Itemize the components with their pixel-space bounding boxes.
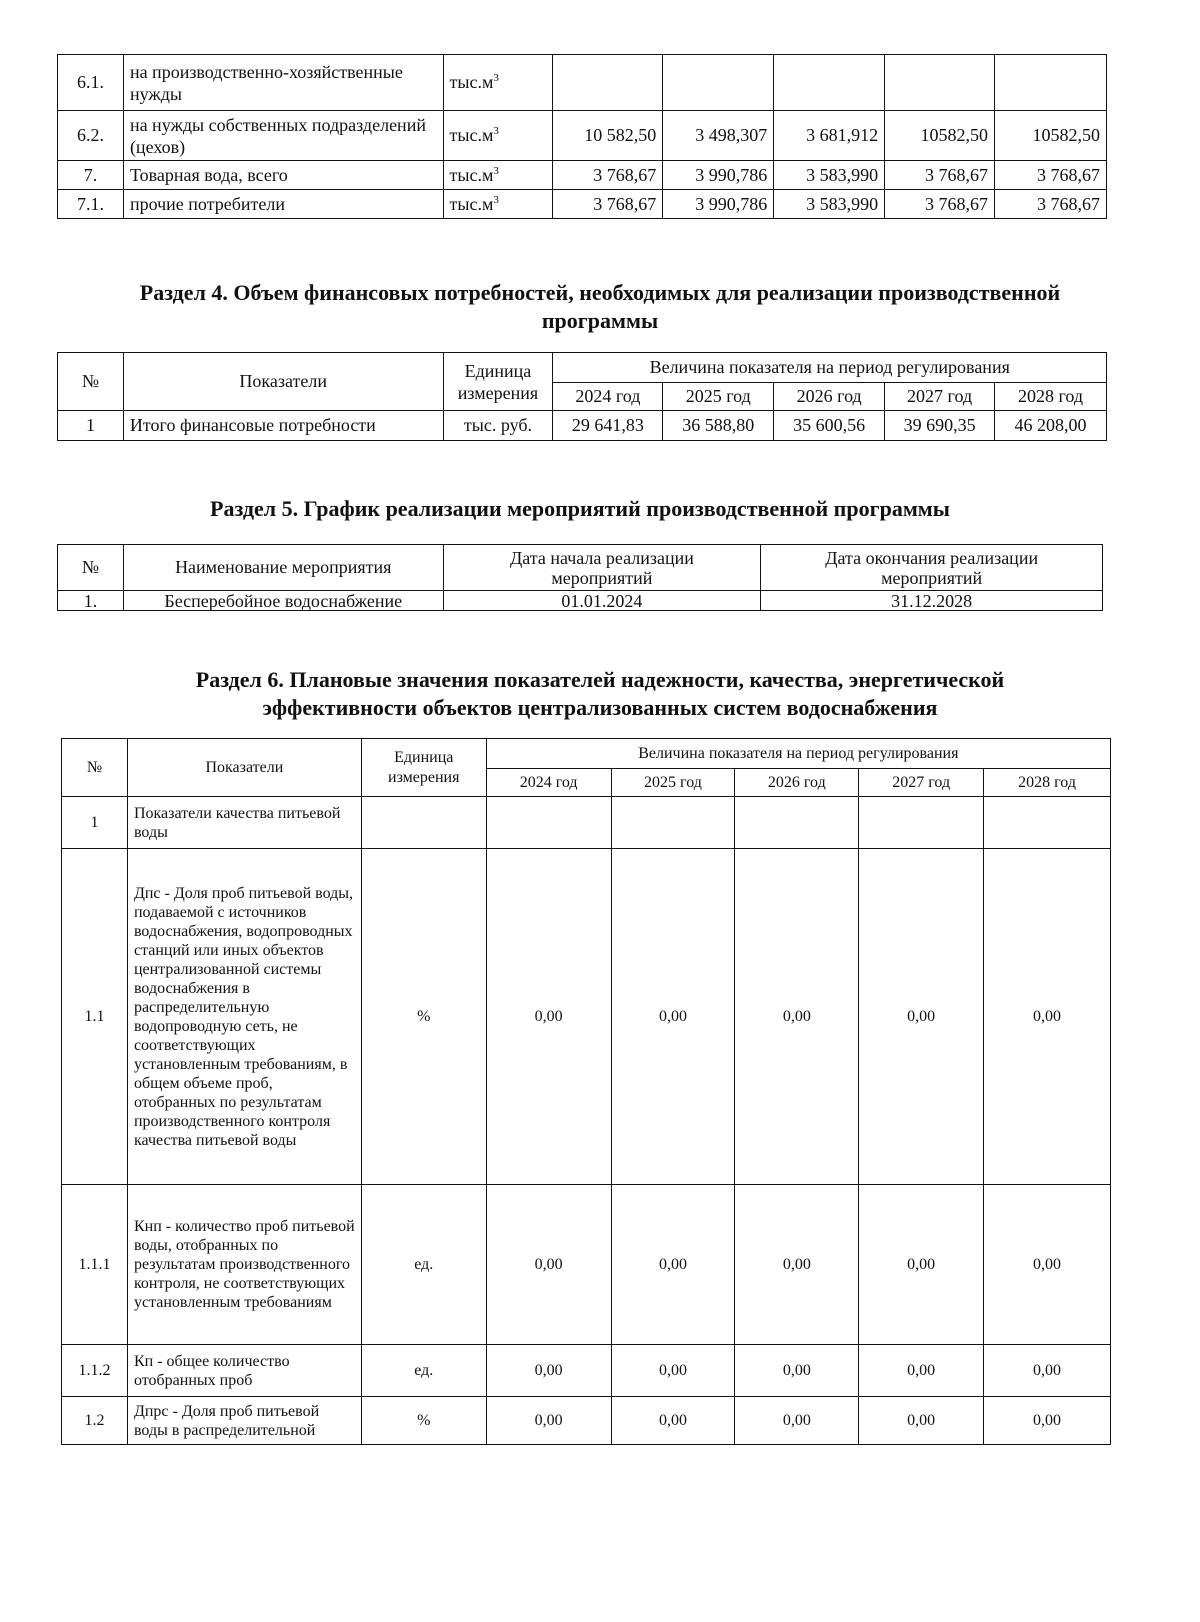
table-row <box>62 1345 1111 1397</box>
table-row <box>62 1397 1111 1445</box>
year-header: 2027 год <box>859 769 984 797</box>
value-cell: 36 588,80 <box>663 411 774 441</box>
value-cell: 29 641,83 <box>553 411 663 441</box>
row-num: 6.1. <box>58 55 124 111</box>
value-cell: 3 498,307 <box>663 111 774 161</box>
value-cell: 39 690,35 <box>885 411 995 441</box>
value-cell <box>885 55 995 111</box>
value-cell: 3 768,67 <box>995 161 1107 190</box>
value-cell: 0,00 <box>984 1185 1111 1345</box>
col-num: № <box>62 739 128 797</box>
table-row <box>58 55 1107 111</box>
value-cell: 0,00 <box>859 1185 984 1345</box>
row-num: 1 <box>62 797 128 849</box>
value-cell <box>486 797 611 849</box>
row-num: 1.1.2 <box>62 1345 128 1397</box>
value-cell: 0,00 <box>984 1397 1111 1445</box>
year-header: 2024 год <box>553 383 663 411</box>
value-cell: 0,00 <box>611 1397 735 1445</box>
value-cell: 10 582,50 <box>553 111 663 161</box>
row-name: Кп - общее количество отобранных проб <box>127 1345 361 1397</box>
value-cell: 0,00 <box>486 1345 611 1397</box>
value-cell: 0,00 <box>859 1397 984 1445</box>
row-unit: ед. <box>361 1345 486 1397</box>
row-unit: $тыс.м^3$ <box>443 111 553 161</box>
value-cell: 3 768,67 <box>885 190 995 219</box>
col-period: Величина показателя на период регулирования <box>553 353 1107 383</box>
row-unit: % <box>361 1397 486 1445</box>
col-unit: Единица измерения <box>361 739 486 797</box>
section5-title: Раздел 5. График реализации мероприятий производственной программы <box>210 496 950 521</box>
row-name: Дпрс - Доля проб питьевой воды в распределительной <box>127 1397 361 1445</box>
year-header: 2027 год <box>885 383 995 411</box>
col-num: № <box>58 545 124 591</box>
value-cell: 10582,50 <box>995 111 1107 161</box>
value-cell: 3 990,786 <box>663 190 774 219</box>
value-cell: 3 990,786 <box>663 161 774 190</box>
row-name: на производственно-хозяйственные нужды <box>123 55 443 111</box>
row-name: Кнп - количество проб питьевой воды, отобранных по результатам производственного контроля, не соответствующих установленным требованиям <box>127 1185 361 1345</box>
row-num: 1.2 <box>62 1397 128 1445</box>
row-end: 31.12.2028 <box>761 591 1103 611</box>
value-cell: 0,00 <box>984 849 1111 1185</box>
table-row <box>58 411 1107 441</box>
section6-title: Раздел 6. Плановые значения показателей надежности, качества, энергетической эффективности объектов централизованных систем водоснабжения <box>195 667 1005 720</box>
value-cell <box>735 797 859 849</box>
table-row <box>58 111 1107 161</box>
row-unit: ед. <box>361 1185 486 1345</box>
row-name: на нужды собственных подразделений (цехов) <box>123 111 443 161</box>
value-cell: 0,00 <box>611 1345 735 1397</box>
col-start: Дата начала реализации мероприятий <box>443 545 761 591</box>
row-start: 01.01.2024 <box>443 591 761 611</box>
value-cell: 46 208,00 <box>995 411 1107 441</box>
row-name: Итого финансовые потребности <box>123 411 443 441</box>
value-cell <box>995 55 1107 111</box>
value-cell: 0,00 <box>486 849 611 1185</box>
value-cell <box>663 55 774 111</box>
year-header: 2026 год <box>735 769 859 797</box>
value-cell: 0,00 <box>735 1345 859 1397</box>
table-row <box>62 797 1111 849</box>
col-name: Показатели <box>127 739 361 797</box>
header-row <box>58 353 1107 383</box>
table-row <box>58 190 1107 219</box>
value-cell: 0,00 <box>859 1345 984 1397</box>
table-row <box>62 849 1111 1185</box>
col-end: Дата окончания реализации мероприятий <box>761 545 1103 591</box>
value-cell: 3 681,912 <box>774 111 885 161</box>
row-num: 7. <box>58 161 124 190</box>
year-header: 2025 год <box>611 769 735 797</box>
value-cell: 0,00 <box>486 1397 611 1445</box>
table-row <box>58 591 1103 611</box>
indicators-table <box>61 738 1111 1445</box>
value-cell <box>984 797 1111 849</box>
year-header: 2028 год <box>995 383 1107 411</box>
value-cell: 3 768,67 <box>995 190 1107 219</box>
value-cell <box>774 55 885 111</box>
row-num: 1 <box>58 411 124 441</box>
col-name: Наименование мероприятия <box>123 545 443 591</box>
table-row <box>62 1185 1111 1345</box>
col-unit: Единица измерения <box>443 353 553 411</box>
value-cell: 0,00 <box>859 849 984 1185</box>
row-unit <box>361 797 486 849</box>
year-header: 2028 год <box>984 769 1111 797</box>
financial-needs-table <box>57 352 1107 441</box>
row-num: 1.1.1 <box>62 1185 128 1345</box>
row-num: 1.1 <box>62 849 128 1185</box>
value-cell: 3 583,990 <box>774 190 885 219</box>
value-cell: 0,00 <box>611 1185 735 1345</box>
schedule-table <box>57 544 1103 611</box>
value-cell <box>553 55 663 111</box>
value-cell: 3 583,990 <box>774 161 885 190</box>
row-name: Показатели качества питьевой воды <box>127 797 361 849</box>
water-balance-table <box>57 54 1107 219</box>
value-cell: 35 600,56 <box>774 411 885 441</box>
row-name: Бесперебойное водоснабжение <box>123 591 443 611</box>
header-row <box>62 739 1111 769</box>
value-cell: 0,00 <box>735 1397 859 1445</box>
year-header: 2024 год <box>486 769 611 797</box>
year-header: 2025 год <box>663 383 774 411</box>
row-name: Товарная вода, всего <box>123 161 443 190</box>
row-num: 7.1. <box>58 190 124 219</box>
value-cell: 0,00 <box>735 849 859 1185</box>
value-cell: 0,00 <box>486 1185 611 1345</box>
value-cell: 3 768,67 <box>553 161 663 190</box>
value-cell: 0,00 <box>611 849 735 1185</box>
row-unit: % <box>361 849 486 1185</box>
table-row <box>58 161 1107 190</box>
col-name: Показатели <box>123 353 443 411</box>
header-row <box>58 545 1103 591</box>
value-cell <box>859 797 984 849</box>
row-num: 6.2. <box>58 111 124 161</box>
row-unit: $тыс.м^3$ <box>443 161 553 190</box>
value-cell <box>611 797 735 849</box>
year-header: 2026 год <box>774 383 885 411</box>
row-unit: $тыс.м^3$ <box>443 190 553 219</box>
row-unit: тыс. руб. <box>443 411 553 441</box>
section4-title: Раздел 4. Объем финансовых потребностей, необходимых для реализации производственной программы <box>139 280 1061 333</box>
value-cell: 3 768,67 <box>553 190 663 219</box>
value-cell: 3 768,67 <box>885 161 995 190</box>
row-num: 1. <box>58 591 124 611</box>
value-cell: 0,00 <box>984 1345 1111 1397</box>
col-period: Величина показателя на период регулирования <box>486 739 1110 769</box>
col-num: № <box>58 353 124 411</box>
value-cell: 0,00 <box>735 1185 859 1345</box>
row-name: прочие потребители <box>123 190 443 219</box>
value-cell: 10582,50 <box>885 111 995 161</box>
row-unit: $тыс.м^3$ <box>443 55 553 111</box>
row-name: Дпс - Доля проб питьевой воды, подаваемой с источников водоснабжения, водопроводных станций или иных объектов централизованной системы водоснабжения в распределительную водопроводную сеть, не соответствующих установленным требованиям, в общем объеме проб, отобранных по результатам производственного контроля качества питьевой воды <box>127 849 361 1185</box>
